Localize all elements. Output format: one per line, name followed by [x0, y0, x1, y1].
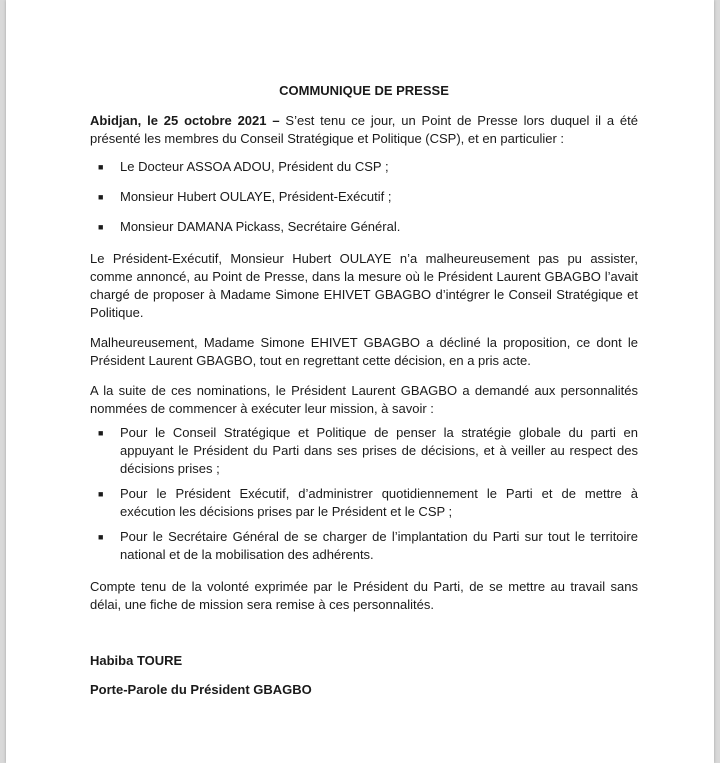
- list-item: [90, 188, 638, 206]
- intro-date: Abidjan, le 25 octobre 2021 –: [90, 113, 280, 128]
- signatory-name: Habiba TOURE: [90, 653, 183, 668]
- paragraph-5: Compte tenu de la volonté exprimée par le Président du Parti, de se mettre au travail sans délai, une fiche de mission sera remise à ces personnalités.: [90, 579, 638, 612]
- member-text: Monsieur Hubert OULAYE, Président-Exécutif ;: [120, 189, 392, 204]
- bullet-icon: ■: [98, 428, 104, 438]
- signature-block: [90, 652, 638, 699]
- paragraph-3: Malheureusement, Madame Simone EHIVET GBAGBO a décliné la proposition, ce dont le Président Laurent GBAGBO, tout en regrettant cette décision, en a pris acte.: [90, 335, 638, 368]
- intro-text: S’est tenu ce jour, un Point de Presse lors duquel il a été présenté les membres du Conseil Stratégique et Politique (CSP), et en particulier :: [90, 113, 638, 146]
- paragraph-4: A la suite de ces nominations, le Président Laurent GBAGBO a demandé aux personnalités nommées de commencer à exécuter leur mission, à savoir :: [90, 383, 638, 416]
- members-list: [90, 158, 638, 236]
- member-text: Le Docteur ASSOA ADOU, Président du CSP ;: [120, 159, 389, 174]
- intro-paragraph: [90, 112, 638, 148]
- list-item: [90, 218, 638, 236]
- signatory-title: Porte-Parole du Président GBAGBO: [90, 682, 312, 697]
- list-item: [90, 485, 638, 521]
- list-item: [90, 424, 638, 478]
- bullet-icon: ■: [98, 192, 104, 202]
- mission-text: Pour le Conseil Stratégique et Politique de penser la stratégie globale du parti en appuyant le Président du Parti dans ses prises de décisions, et à veiller au respect des décisions prises ;: [120, 425, 638, 476]
- missions-list: [90, 424, 638, 564]
- bullet-icon: ■: [98, 222, 104, 232]
- member-text: Monsieur DAMANA Pickass, Secrétaire Général.: [120, 219, 401, 234]
- paragraph-2: Le Président-Exécutif, Monsieur Hubert OULAYE n’a malheureusement pas pu assister, comme annoncé, au Point de Presse, dans la mesure où le Président Laurent GBAGBO l’avait chargé de proposer à Madame Simone EHIVET GBAGBO d’intégrer le Conseil Stratégique et Politique.: [90, 251, 638, 320]
- list-item: [90, 528, 638, 564]
- mission-text: Pour le Président Exécutif, d’administrer quotidiennement le Parti et de mettre à exécution les décisions prises par le Président et le CSP ;: [120, 486, 638, 519]
- list-item: [90, 158, 638, 176]
- mission-text: Pour le Secrétaire Général de se charger de l’implantation du Parti sur tout le territoire national et de la mobilisation des adhérents.: [120, 529, 638, 562]
- document-body: [90, 82, 638, 710]
- bullet-icon: ■: [98, 532, 104, 542]
- bullet-icon: ■: [98, 162, 104, 172]
- bullet-icon: ■: [98, 489, 104, 499]
- document-title: COMMUNIQUE DE PRESSE: [279, 83, 449, 98]
- document-page: [6, 0, 714, 763]
